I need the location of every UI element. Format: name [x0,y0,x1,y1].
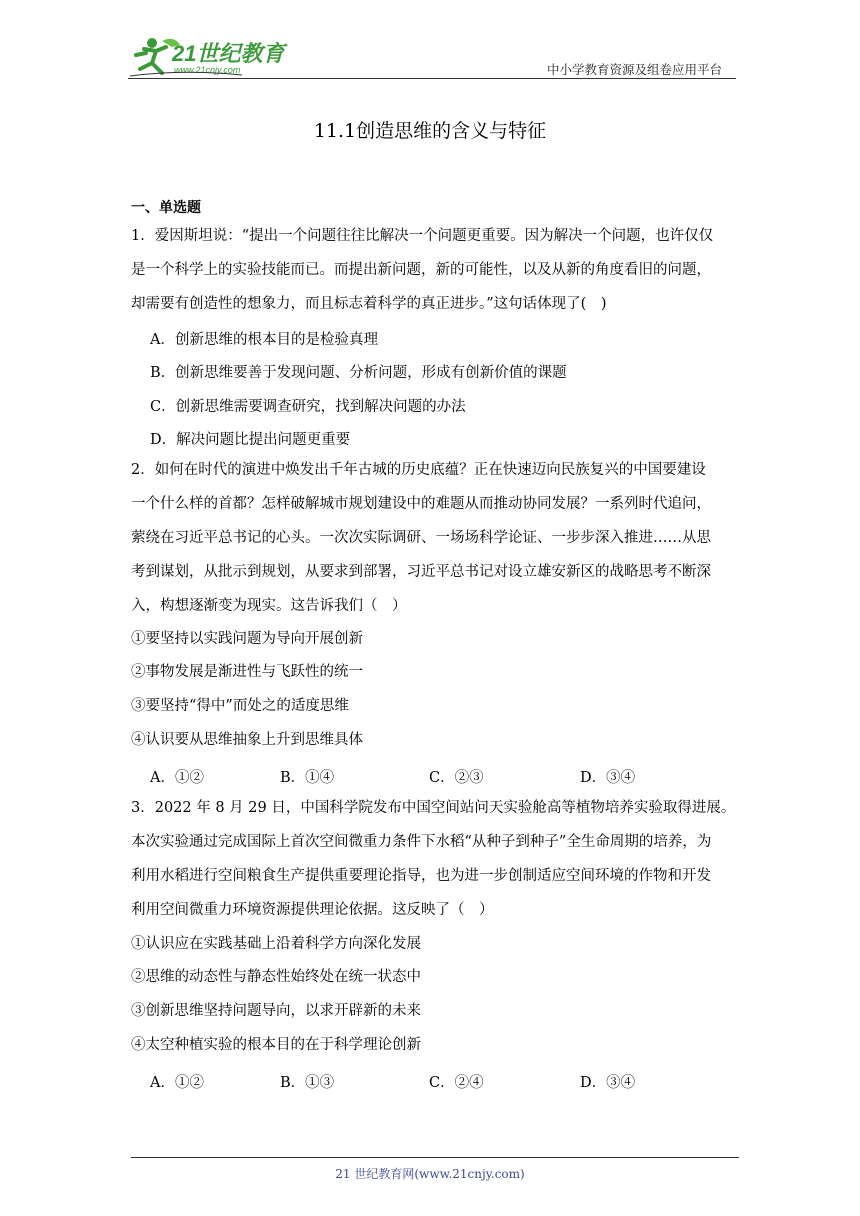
q1-line: 却需要有创造性的想象力，而且标志着科学的真正进步。”这句话体现了( ) [131,296,607,312]
svg-text:www.21cnjy.com: www.21cnjy.com [174,65,241,75]
q2-line: 入，构想逐渐变为现实。这告诉我们（ ） [131,598,407,614]
q1-option-a: A．创新思维的根本目的是检验真理 [150,332,378,348]
q1-option-b: B．创新思维要善于发现问题、分析问题，形成有创新价值的课题 [150,365,567,381]
header-divider [128,78,736,79]
svg-text:21世纪教育: 21世纪教育 [172,41,285,66]
q3-option-d: D．③④ [580,1075,636,1091]
q3-statement: ①认识应在实践基础上沿着科学方向深化发展 [131,936,421,952]
footer-divider [131,1157,739,1158]
q2-line: 考到谋划，从批示到规划，从要求到部署，习近平总书记对设立雄安新区的战略思考不断深 [131,564,711,580]
platform-name: 中小学教育资源及组卷应用平台 [546,62,722,77]
q2-statement: ②事物发展是渐进性与飞跃性的统一 [131,664,363,680]
footer-link[interactable]: 21 世纪教育网(www.21cnjy.com) [335,1167,525,1181]
q3-option-a: A．①② [150,1075,204,1091]
q3-option-b: B．①③ [280,1075,335,1091]
section-heading: 一、单选题 [131,200,201,216]
q2-option-a: A．①② [150,770,204,786]
q2-line: 萦绕在习近平总书记的心头。一次次实际调研、一场场科学论证、一步步深入推进……从思 [131,530,711,546]
q2-line: 2．如何在时代的演进中焕发出千年古城的历史底蕴？正在快速迈向民族复兴的中国要建设 [131,462,706,478]
q3-line: 本次实验通过完成国际上首次空间微重力条件下水稻“从种子到种子”全生命周期的培养，为 [131,834,712,850]
q1-line: 是一个科学上的实验技能而已。而提出新问题，新的可能性，以及从新的角度看旧的问题， [131,262,711,278]
q3-statement: ③创新思维坚持问题导向，以求开辟新的未来 [131,1003,421,1019]
q2-statement: ①要坚持以实践问题为导向开展创新 [131,631,363,647]
runner-logo-icon [122,33,292,81]
q1-line: 1．爱因斯坦说：“提出一个问题往往比解决一个问题更重要。因为解决一个问题，也许仅仅 [131,228,714,244]
q3-line: 利用空间微重力环境资源提供理论依据。这反映了（ ） [131,902,494,918]
page-title: 11.1创造思维的含义与特征 [313,120,547,142]
q3-option-c: C．②④ [429,1075,484,1091]
q2-statement: ③要坚持“得中”而处之的适度思维 [131,698,349,714]
q1-option-c: C．创新思维需要调查研究，找到解决问题的办法 [150,399,466,415]
q2-option-d: D．③④ [580,770,636,786]
q3-line: 3．2022 年 8 月 29 日，中国科学院发布中国空间站问天实验舱高等植物培养实验取得进展。 [131,800,736,816]
q2-statement: ④认识要从思维抽象上升到思维具体 [131,732,363,748]
q2-line: 一个什么样的首都？怎样破解城市规划建设中的难题从而推动协同发展？一系列时代追问， [131,496,711,512]
q3-line: 利用水稻进行空间粮食生产提供重要理论指导，也为进一步创制适应空间环境的作物和开发 [131,868,711,884]
q3-statement: ④太空种植实验的根本目的在于科学理论创新 [131,1037,421,1053]
q1-option-d: D．解决问题比提出问题更重要 [150,432,351,448]
q2-option-b: B．①④ [280,770,335,786]
site-logo [122,33,292,81]
q3-statement: ②思维的动态性与静态性始终处在统一状态中 [131,969,421,985]
q2-option-c: C．②③ [429,770,484,786]
